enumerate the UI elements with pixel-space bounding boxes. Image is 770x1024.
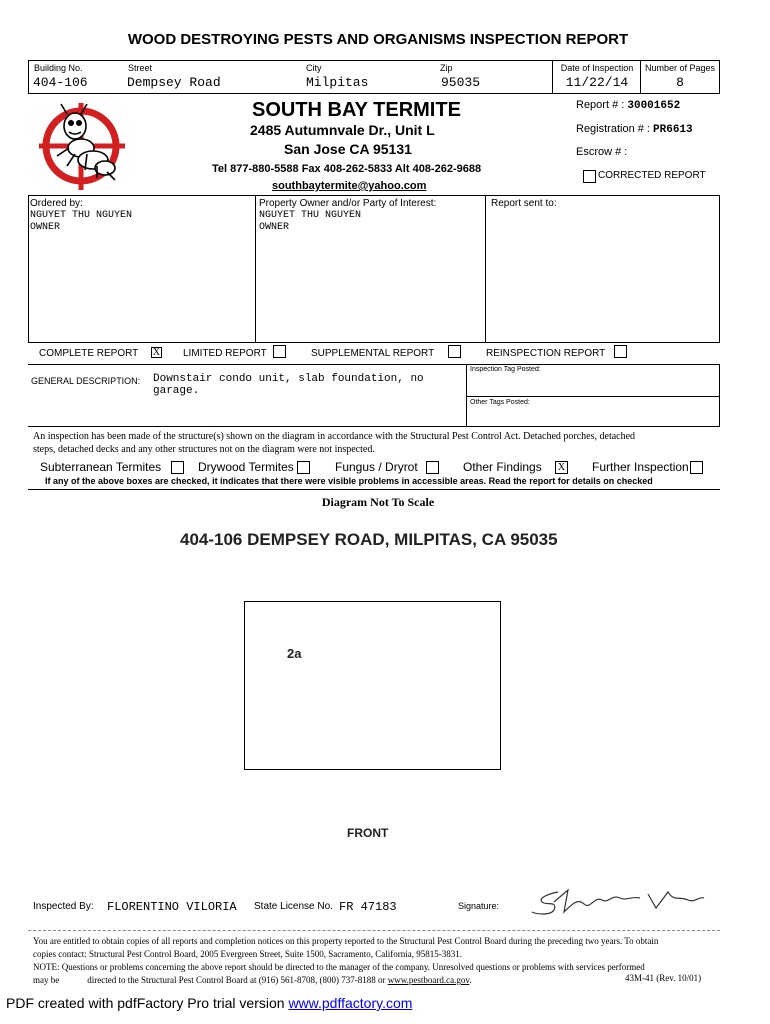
form-number: 43M-41 (Rev. 10/01)	[625, 973, 702, 983]
city-value: Milpitas	[306, 75, 369, 90]
subterranean-termites-checkbox[interactable]	[171, 461, 184, 474]
diagram-unit-box	[244, 601, 501, 770]
further-inspection-checkbox[interactable]	[690, 461, 703, 474]
rule	[28, 489, 720, 490]
company-phones: Tel 877-880-5588 Fax 408-262-5833 Alt 408-262-9688	[212, 163, 482, 175]
building-label: Building No.	[34, 63, 83, 73]
inspection-statement-line-2: steps, detached decks and any other structures not on the diagram were not inspected.	[33, 444, 375, 455]
corrected-report-checkbox[interactable]	[583, 170, 596, 183]
report-number-value: 30001652	[627, 100, 681, 112]
footer-line-1: You are entitled to obtain copies of all reports and completion notices on this property reported to the Structural Pest Control Board during the preceding two years. To obtain	[33, 936, 659, 946]
diagram-address: 404-106 DEMPSEY ROAD, MILPITAS, CA 95035	[180, 530, 558, 549]
inspection-tag-posted-label: Inspection Tag Posted:	[470, 366, 541, 373]
general-description-line-2: garage.	[153, 385, 200, 397]
border	[28, 60, 29, 93]
signature-label: Signature:	[458, 901, 500, 911]
other-tags-posted-label: Other Tags Posted:	[470, 399, 530, 406]
diagram-heading: Diagram Not To Scale	[321, 495, 435, 509]
state-license-label: State License No.	[254, 901, 333, 912]
street-value: Dempsey Road	[127, 75, 221, 90]
property-owner-label: Property Owner and/or Party of Interest:	[259, 198, 437, 209]
inspected-by-label: Inspected By:	[33, 901, 94, 912]
report-number-label: Report # :	[576, 99, 625, 111]
diagram-front-label: FRONT	[347, 826, 389, 840]
reinspection-report-checkbox[interactable]	[614, 345, 627, 358]
rule	[466, 396, 720, 397]
pestboard-link[interactable]: www.pestboard.ca.gov	[387, 975, 470, 985]
corrected-report-label: CORRECTED REPORT	[598, 170, 706, 181]
fungus-dryrot-checkbox[interactable]	[426, 461, 439, 474]
inspector-name: FLORENTINO VILORIA	[107, 900, 237, 914]
registration-label: Registration # :	[576, 123, 650, 135]
border	[719, 60, 720, 93]
general-description-label: GENERAL DESCRIPTION:	[31, 376, 141, 386]
subterranean-termites-label: Subterranean Termites	[40, 460, 162, 474]
pdffactory-link[interactable]: www.pdffactory.com	[288, 995, 413, 1011]
diagram-area-label: 2a	[287, 646, 302, 661]
supplemental-report-checkbox[interactable]	[448, 345, 461, 358]
border	[719, 364, 720, 426]
ordered-by-name: NGUYET THU NGUYEN	[30, 210, 133, 221]
general-description-line-1: Downstair condo unit, slab foundation, no	[153, 373, 424, 385]
company-address-1: 2485 Autumnvale Dr., Unit L	[250, 122, 435, 138]
ordered-by-label: Ordered by:	[30, 198, 83, 209]
footer-line-4-b: directed to the Structural Pest Control Board at (916) 561-8708, (800) 737-8188 or	[87, 975, 386, 985]
inspector-signature	[528, 884, 708, 918]
divider	[640, 60, 641, 93]
zip-value: 95035	[441, 75, 481, 90]
divider	[485, 195, 486, 342]
divider	[255, 195, 256, 342]
report-sent-to-label: Report sent to:	[491, 198, 557, 209]
company-name: SOUTH BAY TERMITE	[252, 99, 461, 121]
border	[719, 195, 720, 342]
other-findings-checkbox[interactable]: X	[555, 461, 568, 474]
rule	[28, 342, 720, 343]
drywood-termites-checkbox[interactable]	[297, 461, 310, 474]
ordered-by-role: OWNER	[30, 222, 61, 233]
escrow-label: Escrow # :	[576, 146, 628, 158]
registration-value: PR6613	[653, 124, 693, 136]
zip-label: Zip	[440, 63, 453, 73]
limited-report-label: LIMITED REPORT	[183, 348, 267, 359]
footer-line-4-a: may be	[33, 975, 60, 985]
pages-label: Number of Pages	[644, 63, 716, 73]
drywood-termites-label: Drywood Termites	[198, 460, 294, 474]
footer-line-4	[33, 975, 472, 985]
reinspection-report-label: REINSPECTION REPORT	[486, 348, 606, 359]
other-findings-label: Other Findings	[463, 460, 542, 474]
pages-value: 8	[676, 75, 684, 90]
footer-line-4-c: .	[469, 975, 472, 985]
findings-note: If any of the above boxes are checked, it indicates that there were visible problems in accessible areas. Read the report for details on checked	[45, 476, 653, 486]
footer-line-2: copies contact: Structural Pest Control Board, 2005 Evergreen Street, Suite 1500, Sacramento, California, 95815-3831.	[33, 949, 462, 959]
building-value: 404-106	[33, 75, 88, 90]
pdf-banner	[6, 995, 412, 1011]
border	[28, 195, 29, 342]
inspection-statement-line-1: An inspection has been made of the structure(s) shown on the diagram in accordance with the Structural Pest Control Act. Detached porches, detached	[33, 431, 636, 442]
report-number	[576, 99, 680, 112]
street-label: Street	[128, 63, 153, 73]
rule	[28, 426, 720, 427]
state-license-number: FR 47183	[339, 900, 397, 914]
header-top-rule	[28, 60, 720, 61]
termite-crosshair-logo-icon	[35, 98, 131, 194]
footer-line-3: NOTE: Questions or problems concerning the above report should be directed to the manager of the company. Unresolved questions or problems with services performed	[33, 962, 645, 972]
header-bottom-rule	[28, 93, 720, 94]
pdf-banner-text: PDF created with pdfFactory Pro trial version	[6, 995, 285, 1011]
divider	[28, 930, 720, 931]
rule	[28, 195, 720, 196]
company-address-2: San Jose CA 95131	[284, 141, 412, 157]
further-inspection-label: Further Inspection	[592, 460, 689, 474]
rule	[28, 364, 720, 365]
divider	[466, 364, 467, 426]
divider	[552, 60, 553, 93]
city-label: City	[306, 63, 322, 73]
property-owner-role: OWNER	[259, 222, 290, 233]
complete-report-label: COMPLETE REPORT	[39, 348, 139, 359]
fungus-dryrot-label: Fungus / Dryrot	[335, 460, 418, 474]
date-label: Date of Inspection	[560, 63, 634, 73]
date-value: 11/22/14	[565, 75, 629, 90]
report-title: WOOD DESTROYING PESTS AND ORGANISMS INSPECTION REPORT	[127, 31, 629, 48]
supplemental-report-label: SUPPLEMENTAL REPORT	[311, 348, 435, 359]
registration-number	[576, 123, 693, 136]
limited-report-checkbox[interactable]	[273, 345, 286, 358]
complete-report-checkbox[interactable]: X	[152, 347, 161, 358]
property-owner-name: NGUYET THU NGUYEN	[259, 210, 362, 221]
company-email-link[interactable]: southbaytermite@yahoo.com	[272, 180, 427, 192]
